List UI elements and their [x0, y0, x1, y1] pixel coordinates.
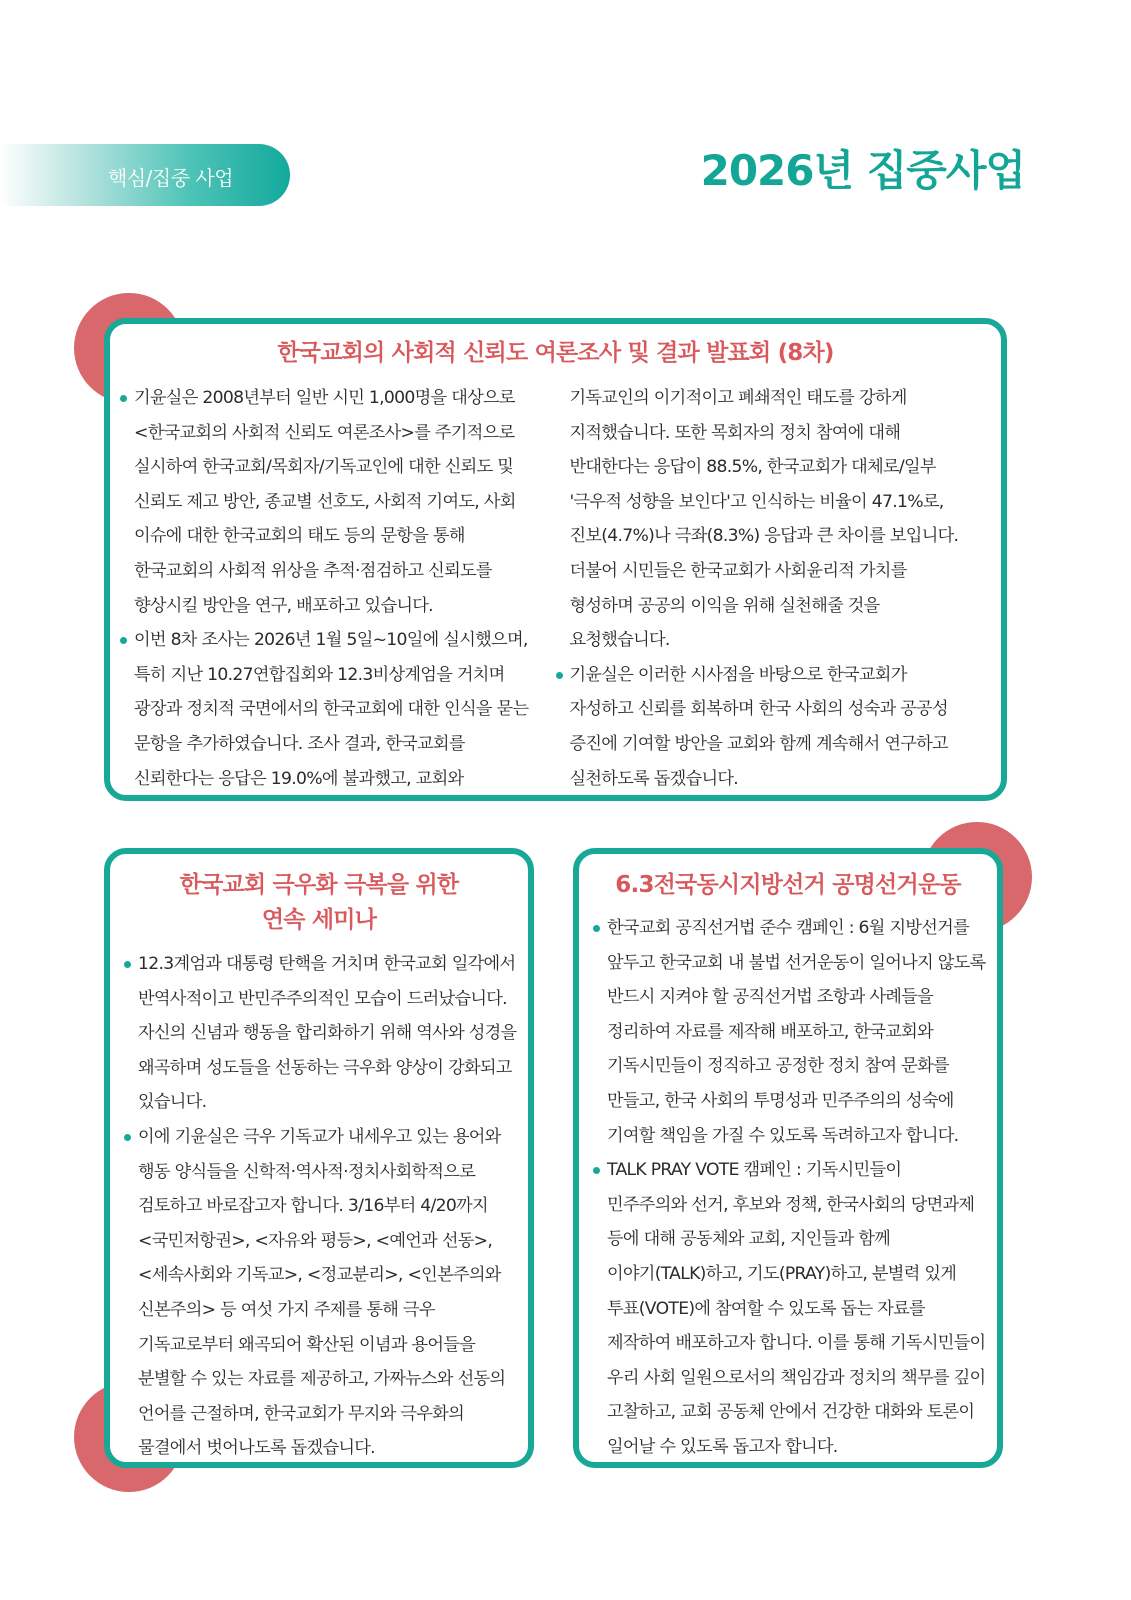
text-line: 기독교로부터 왜곡되어 확산된 이념과 용어들을: [138, 1334, 476, 1355]
text-line: TALK PRAY VOTE 캠페인 : 기독시민들이: [607, 1153, 987, 1188]
section-label: 핵심/집중 사업: [108, 166, 234, 190]
text-line: 신뢰도 제고 방안, 종교별 선호도, 사회적 기여도, 사회: [134, 491, 516, 512]
text-line: <한국교회의 사회적 신뢰도 여론조사>를 주기적으로: [134, 422, 515, 443]
text-line: 향상시킬 방안을 연구, 배포하고 있습니다.: [134, 595, 433, 616]
text-line: 특히 지난 10.27연합집회와 12.3비상계엄을 거치며: [134, 664, 505, 685]
left-column: [134, 381, 542, 796]
text-line: 이번 8차 조사는 2026년 1월 5일~10일에 실시했으며,: [134, 623, 542, 658]
text-line: 12.3계엄과 대통령 탄핵을 거치며 한국교회 일각에서: [138, 947, 514, 982]
text-line: 기독시민들이 정직하고 공정한 정치 참여 문화를: [607, 1056, 949, 1077]
text-line: 행동 양식들을 신학적·역사적·정치사회학적으로: [138, 1161, 476, 1182]
text-line: 반드시 지켜야 할 공직선거법 조항과 사례들을: [607, 987, 933, 1008]
bullet-dot: [124, 1134, 131, 1141]
card-title: 한국교회의 사회적 신뢰도 여론조사 및 결과 발표회 (8차): [277, 340, 834, 366]
text-line: 검토하고 바로잡고자 합니다. 3/16부터 4/20까지: [138, 1196, 488, 1217]
text-line: 진보(4.7%)나 극좌(8.3%) 응답과 큰 차이를 보입니다.: [569, 526, 959, 547]
bullet-dot: [120, 395, 127, 402]
text-line: 요청했습니다.: [569, 630, 670, 651]
text-line: 고찰하고, 교회 공동체 안에서 건강한 대화와 토론이: [607, 1402, 975, 1423]
text-line: 물결에서 벗어나도록 돕겠습니다.: [138, 1438, 375, 1459]
text-line: 기독교인의 이기적이고 폐쇄적인 태도를 강하게: [569, 388, 907, 408]
text-line: 이에 기윤실은 극우 기독교가 내세우고 있는 용어와: [138, 1120, 514, 1155]
text-line: 기윤실은 이러한 시사점을 바탕으로 한국교회가: [570, 658, 978, 693]
card-far-right-seminar: [104, 848, 534, 1468]
text-line: 이야기(TALK)하고, 기도(PRAY)하고, 분별력 있게: [607, 1263, 957, 1284]
text-line: 일어날 수 있도록 돕고자 합니다.: [607, 1436, 838, 1457]
card-title-line-2: 연속 세미나: [261, 907, 377, 933]
text-line: <세속사회와 기독교>, <정교분리>, <인본주의와: [138, 1265, 501, 1286]
text-line: 한국교회의 사회적 위상을 추적·점검하고 신뢰도를: [134, 560, 492, 581]
text-line: 광장과 정치적 국면에서의 한국교회에 대한 인식을 묻는: [134, 699, 529, 720]
text-line: 자성하고 신뢰를 회복하며 한국 사회의 성숙과 공공성: [569, 699, 948, 720]
right-column: [542, 381, 978, 796]
card-body: [134, 381, 977, 796]
bullet-dot: [120, 637, 127, 644]
text-line: 반역사적이고 반민주주의적인 모습이 드러났습니다.: [138, 988, 507, 1009]
text-line: 정리하여 자료를 제작해 배포하고, 한국교회와: [607, 1021, 933, 1042]
text-line: 민주주의와 선거, 후보와 정책, 한국사회의 당면과제: [607, 1194, 975, 1215]
text-line: 있습니다.: [138, 1092, 207, 1113]
text-line: 자신의 신념과 행동을 합리화하기 위해 역사와 성경을: [138, 1023, 517, 1044]
text-line: 문항을 추가하였습니다. 조사 결과, 한국교회를: [134, 733, 465, 754]
bullet-dot: [593, 1167, 600, 1174]
section-label-tab: [0, 144, 290, 206]
text-line: 분별할 수 있는 자료를 제공하고, 가짜뉴스와 선동의: [138, 1369, 506, 1390]
text-line: 제작하여 배포하고자 합니다. 이를 통해 기독시민들이: [607, 1333, 986, 1354]
text-line: 지적했습니다. 또한 목회자의 정치 참여에 대해: [569, 422, 901, 443]
card-election-campaign: [573, 848, 1003, 1468]
text-line: 이슈에 대한 한국교회의 태도 등의 문항을 통해: [134, 526, 465, 547]
text-line: 실시하여 한국교회/목회자/기독교인에 대한 신뢰도 및: [134, 457, 514, 478]
text-line: 증진에 기여할 방안을 교회와 함께 계속해서 연구하고: [569, 733, 948, 754]
text-line: 더불어 시민들은 한국교회가 사회윤리적 가치를: [569, 560, 907, 581]
text-line: 기여할 책임을 가질 수 있도록 독려하고자 합니다.: [607, 1125, 959, 1146]
bullet-dot: [556, 672, 563, 679]
text-line: 투표(VOTE)에 참여할 수 있도록 돕는 자료를: [607, 1298, 925, 1319]
text-line: 만들고, 한국 사회의 투명성과 민주주의의 성숙에: [607, 1090, 954, 1111]
text-line: 실천하도록 돕겠습니다.: [569, 768, 739, 789]
text-line: '극우적 성향을 보인다'고 인식하는 비율이 47.1%로,: [569, 491, 944, 512]
page-title: 2026년 집중사업: [700, 146, 1025, 195]
text-line: 한국교회 공직선거법 준수 캠페인 : 6월 지방선거를: [607, 911, 987, 946]
text-line: 등에 대해 공동체와 교회, 지인들과 함께: [607, 1229, 891, 1250]
bullet-dot: [593, 925, 600, 932]
text-line: 앞두고 한국교회 내 불법 선거운동이 일어나지 않도록: [607, 952, 986, 973]
card-trust-survey: [104, 318, 1007, 801]
card-title-line-1: 한국교회 극우화 극복을 위한: [179, 872, 459, 898]
text-line: 형성하며 공공의 이익을 위해 실천해줄 것을: [569, 595, 880, 616]
card-body: [607, 911, 987, 1465]
text-line: <국민저항권>, <자유와 평등>, <예언과 선동>,: [138, 1230, 493, 1251]
text-line: 기윤실은 2008년부터 일반 시민 1,000명을 대상으로: [134, 381, 542, 416]
card-body: [138, 947, 517, 1466]
card-title: 6.3전국동시지방선거 공명선거운동: [615, 872, 961, 898]
text-line: 언어를 근절하며, 한국교회가 무지와 극우화의: [138, 1403, 464, 1424]
text-line: 신뢰한다는 응답은 19.0%에 불과했고, 교회와: [134, 768, 464, 789]
bullet-dot: [124, 961, 131, 968]
text-line: 신본주의> 등 여섯 가지 주제를 통해 극우: [138, 1299, 435, 1320]
text-line: 왜곡하며 성도들을 선동하는 극우화 양상이 강화되고: [138, 1057, 512, 1078]
text-line: 우리 사회 일원으로서의 책임감과 정치의 책무를 깊이: [607, 1367, 986, 1388]
text-line: 반대한다는 응답이 88.5%, 한국교회가 대체로/일부: [569, 457, 936, 478]
